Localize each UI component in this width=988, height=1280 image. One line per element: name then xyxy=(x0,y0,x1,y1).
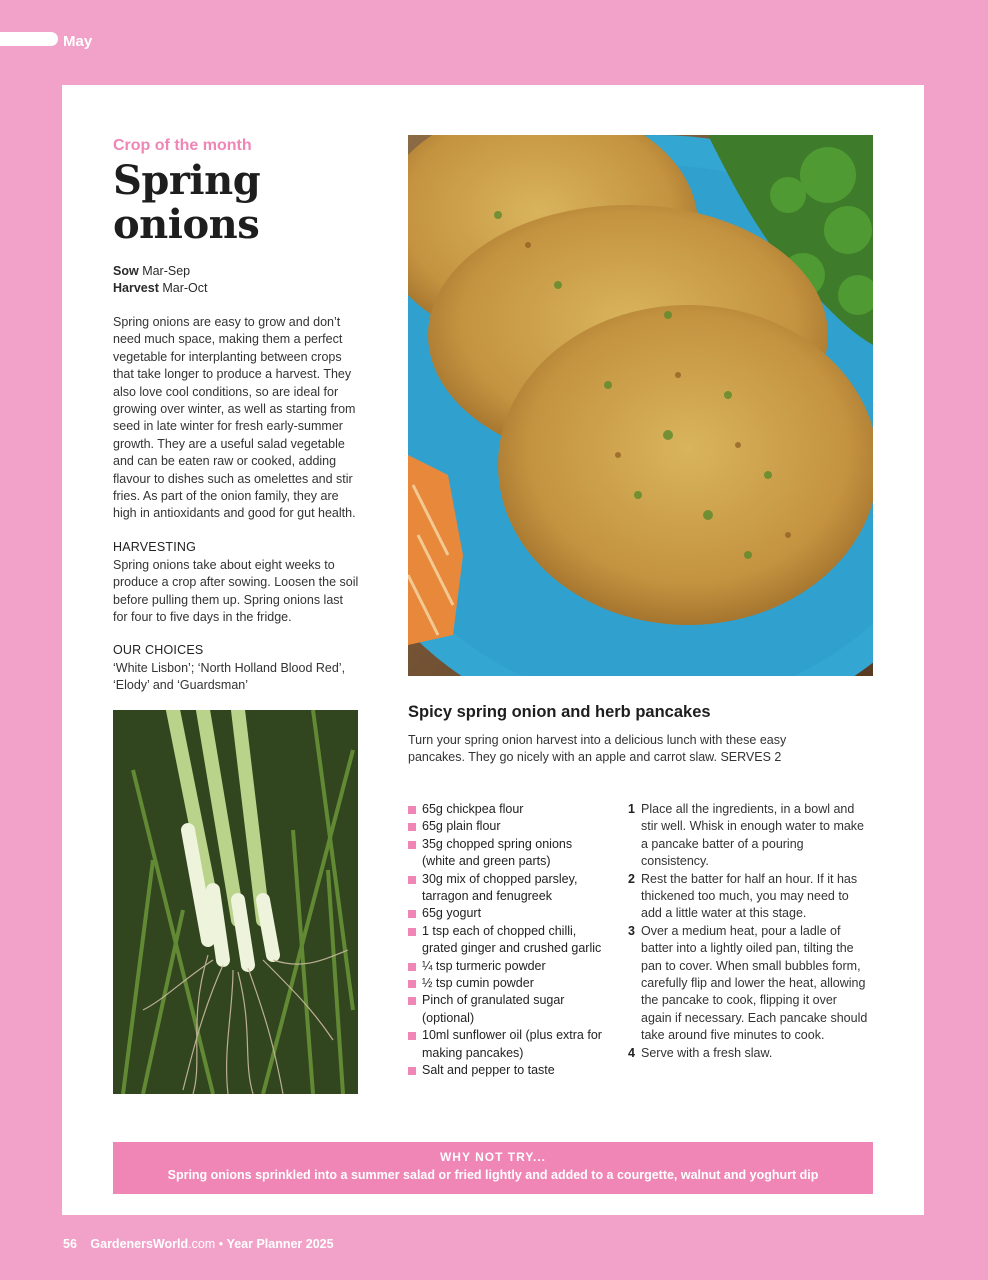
ingredient-item: Pinch of granulated sugar (optional) xyxy=(408,992,608,1027)
article-title: Spring onions xyxy=(113,157,261,248)
method-step xyxy=(628,801,870,871)
ingredient-item: 65g chickpea flour xyxy=(408,801,608,818)
page-footer xyxy=(63,1237,334,1251)
ingredient-item: 65g yogurt xyxy=(408,905,608,922)
footer-separator: • xyxy=(218,1237,224,1251)
brand-name: GardenersWorld xyxy=(90,1237,189,1251)
sow-line xyxy=(113,263,208,280)
spring-onion-illustration xyxy=(113,710,358,1094)
publication-name: Year Planner 2025 xyxy=(226,1237,334,1251)
step-text: Rest the batter for half an hour. If it has thickened too much, you may need to add a little water at this stage. xyxy=(641,871,858,921)
brand-domain: .com xyxy=(188,1237,216,1251)
month-label: May xyxy=(63,33,93,50)
harvest-line xyxy=(113,280,208,297)
pancake-illustration xyxy=(408,135,873,676)
why-not-try-box xyxy=(113,1142,873,1194)
step-text: Serve with a fresh slaw. xyxy=(641,1045,773,1060)
ingredient-item: 35g chopped spring onions (white and green parts) xyxy=(408,836,608,871)
step-number: 4 xyxy=(628,1045,635,1060)
step-text: Place all the ingredients, in a bowl and stir well. Whisk in enough water to make a pancake batter of a pouring consistency. xyxy=(641,802,865,869)
method-step xyxy=(628,923,870,1045)
ingredient-item: 1 tsp each of chopped chilli, grated ginger and crushed garlic xyxy=(408,923,608,958)
ingredient-item: ½ tsp cumin powder xyxy=(408,975,608,992)
choices-heading: OUR CHOICES xyxy=(113,643,204,657)
page-number: 56 xyxy=(63,1237,77,1251)
section-kicker: Crop of the month xyxy=(113,137,252,154)
tip-heading: WHY NOT TRY... xyxy=(439,1150,546,1164)
method-step xyxy=(628,871,870,923)
sow-value: Mar-Sep xyxy=(142,264,191,278)
article-intro: Spring onions are easy to grow and don’t need much space, making them a perfect vegetable for interplanting between crops that take longer to produce a harvest. They also love cool conditions, so are ideal for growing over winter, as well as starting from seed in late winter for fresh early-summer growth. They are a useful salad vegetable and can be eaten raw or cooked, adding flavour to dishes such as omelettes and stir fries. As part of the onion family, they are high in antioxidants and good for gut health. xyxy=(113,315,356,521)
harvesting-text: Spring onions take about eight weeks to produce a crop after sowing. Loosen the soil before pulling them up. Spring onions last for four to five days in the fridge. xyxy=(113,558,359,625)
ingredient-item: 65g plain flour xyxy=(408,818,608,835)
sow-label: Sow xyxy=(113,264,139,278)
spring-onion-photo xyxy=(113,710,358,1094)
recipe-intro: Turn your spring onion harvest into a delicious lunch with these easy pancakes. They go nicely with an apple and carrot slaw. SERVES 2 xyxy=(408,733,787,765)
step-number: 2 xyxy=(628,871,635,886)
ingredient-item: ¼ tsp turmeric powder xyxy=(408,958,608,975)
step-number: 1 xyxy=(628,802,635,816)
month-tab-marker xyxy=(0,32,58,46)
sow-harvest-info xyxy=(113,263,208,297)
step-text: Over a medium heat, pour a ladle of batter into a lightly oiled pan, tilting the pan to cover. When small bubbles form, carefully flip and lower the heat, allowing the pancake to cook, flipping it over again if necessary. Each pancake should take around five minutes to cook. xyxy=(641,923,868,1043)
recipe-title: Spicy spring onion and herb pancakes xyxy=(408,703,711,721)
step-number: 3 xyxy=(628,923,635,938)
article-card xyxy=(62,85,924,1215)
method-step xyxy=(628,1045,870,1062)
choices-text: ‘White Lisbon’; ‘North Holland Blood Red’, ‘Elody’ and ‘Guardsman’ xyxy=(113,661,346,693)
harvesting-heading: HARVESTING xyxy=(113,540,197,554)
harvest-value: Mar-Oct xyxy=(162,281,208,295)
ingredients-list xyxy=(408,801,608,1080)
ingredient-item: Salt and pepper to taste xyxy=(408,1062,608,1079)
ingredient-item: 30g mix of chopped parsley, tarragon and fenugreek xyxy=(408,871,608,906)
harvest-label: Harvest xyxy=(113,281,159,295)
method-list xyxy=(628,801,870,1062)
ingredient-item: 10ml sunflower oil (plus extra for making pancakes) xyxy=(408,1027,608,1062)
tip-text: Spring onions sprinkled into a summer salad or fried lightly and added to a courgette, walnut and yoghurt dip xyxy=(167,1168,819,1182)
pancake-photo xyxy=(408,135,873,676)
